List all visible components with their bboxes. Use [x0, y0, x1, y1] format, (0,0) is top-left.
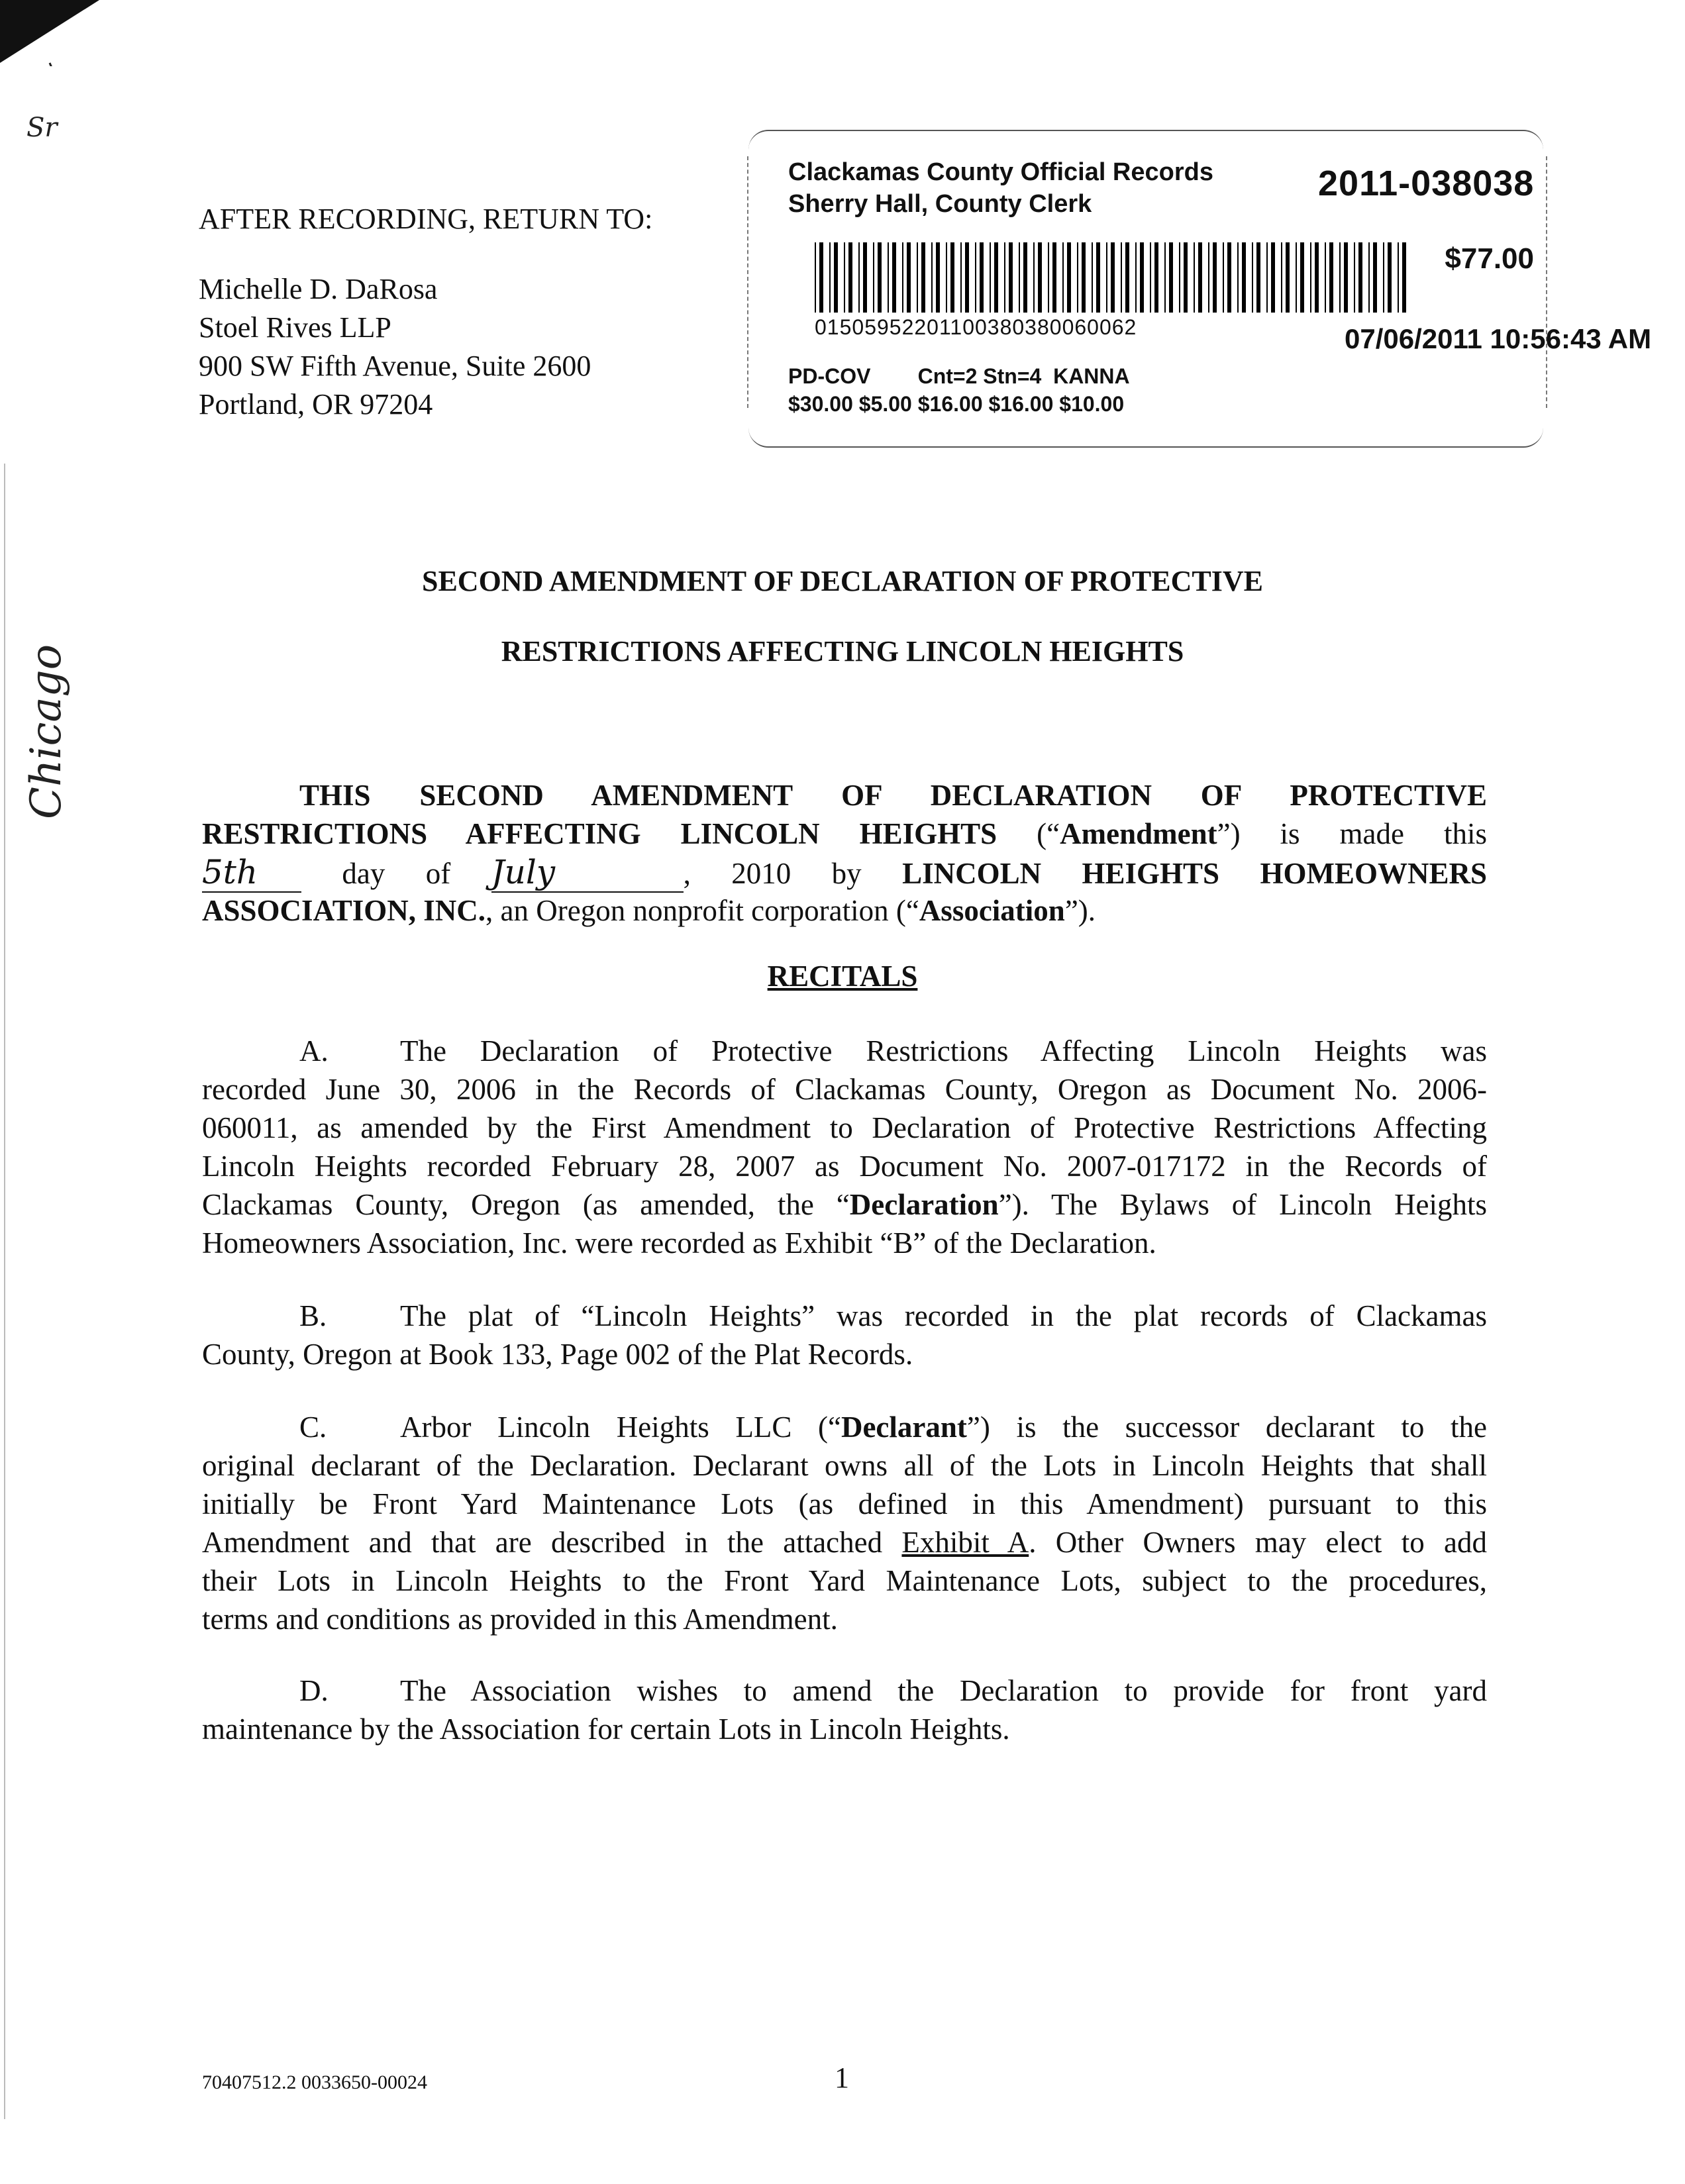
- recital-a-line-2: recorded June 30, 2006 in the Records of Clackamas County, Oregon as Document No. 2006-: [202, 1073, 1487, 1106]
- barcode-bar: [1402, 242, 1406, 313]
- barcode-bar: [936, 242, 940, 313]
- barcode-bar: [1121, 242, 1122, 313]
- barcode-bar: [946, 242, 947, 313]
- scan-edge-line: [4, 464, 5, 2119]
- barcode-bar: [1237, 242, 1239, 313]
- stamp-datetime: 07/06/2011 10:56:43 AM: [1345, 323, 1652, 354]
- barcode-bar: [1315, 242, 1319, 313]
- margin-note-left: Chicago: [22, 644, 71, 819]
- recital-b-line-2: County, Oregon at Book 133, Page 002 of the Plat Records.: [202, 1338, 913, 1371]
- barcode-bar: [1062, 242, 1064, 313]
- barcode-bar: [1048, 242, 1049, 313]
- stamp-office-line2: Sherry Hall, County Clerk: [788, 190, 1092, 218]
- return-to-city: Portland, OR 97204: [199, 388, 433, 421]
- barcode-bar: [950, 242, 954, 313]
- barcode-bar: [965, 242, 969, 313]
- barcode-bar: [917, 242, 918, 313]
- stamp-document-number: 2011-038038: [1318, 164, 1535, 203]
- barcode-bar: [844, 242, 845, 313]
- handwritten-month: July: [491, 853, 684, 893]
- barcode-bar: [1169, 242, 1173, 313]
- return-to-name: Michelle D. DaRosa: [199, 273, 438, 305]
- barcode-bar: [1092, 242, 1093, 313]
- recording-stamp: [748, 130, 1652, 448]
- barcode-bar: [1208, 242, 1209, 313]
- barcode-bar: [1033, 242, 1035, 313]
- page-number: 1: [835, 2061, 849, 2094]
- barcode-number: 01505952201100380380060062: [815, 315, 1137, 339]
- barcode-bar: [1368, 242, 1370, 313]
- stamp-fees: $30.00 $5.00 $16.00 $16.00 $10.00: [788, 392, 1125, 416]
- barcode-bar: [980, 242, 984, 313]
- barcode-bar: [1266, 242, 1268, 313]
- barcode-bar: [1154, 242, 1158, 313]
- recital-d-line-2: maintenance by the Association for certain Lots in Lincoln Heights.: [202, 1712, 1010, 1746]
- recital-a-line-4: Lincoln Heights recorded February 28, 2007 as Document No. 2007-017172 in the Records of: [202, 1150, 1487, 1183]
- barcode-bar: [1096, 242, 1100, 313]
- recital-d-line-1: D. The Association wishes to amend the Declaration to provide for front yard: [299, 1674, 1487, 1707]
- barcode-bar: [931, 242, 933, 313]
- barcode-bar: [1242, 242, 1246, 313]
- stamp-edge-left: [747, 156, 748, 408]
- barcode-bar: [1150, 242, 1151, 313]
- intro-line-1: THIS SECOND AMENDMENT OF DECLARATION OF PROTECTIVE: [299, 779, 1487, 812]
- barcode-bar: [873, 242, 874, 313]
- recital-c-line-6: terms and conditions as provided in this Amendment.: [202, 1603, 838, 1636]
- barcode-bar: [902, 242, 903, 313]
- barcode-bar: [1135, 242, 1137, 313]
- barcode-bar: [1286, 242, 1290, 313]
- barcode-bar: [1310, 242, 1311, 313]
- recital-a-line-6: Homeowners Association, Inc. were recorded as Exhibit “B” of the Declaration.: [202, 1226, 1156, 1260]
- stamp-edge-right: [1546, 156, 1547, 408]
- barcode-bar: [1213, 242, 1217, 313]
- barcode-bar: [1373, 242, 1377, 313]
- intro-line-2: RESTRICTIONS AFFECTING LINCOLN HEIGHTS (“Amendment”) is made this: [202, 817, 1487, 850]
- barcode-bar: [1398, 242, 1399, 313]
- intro-line-3: 5th day of July , 2010 by LINCOLN HEIGHTS HOMEOWNERS: [202, 853, 1487, 891]
- barcode-bar: [1164, 242, 1166, 313]
- recital-c-line-3: initially be Front Yard Maintenance Lots (as defined in this Amendment) pursuant to this: [202, 1487, 1487, 1520]
- recital-a-line-5: Clackamas County, Oregon (as amended, the “Declaration”). The Bylaws of Lincoln Heights: [202, 1188, 1487, 1221]
- barcode-bar: [858, 242, 860, 313]
- barcode-bar: [1339, 242, 1341, 313]
- barcode-bar: [975, 242, 976, 313]
- barcode-bar: [1184, 242, 1188, 313]
- barcode-bar: [1106, 242, 1107, 313]
- barcode-bar: [892, 242, 896, 313]
- recital-a-line-1: A. The Declaration of Protective Restrictions Affecting Lincoln Heights was: [299, 1034, 1487, 1067]
- barcode-bar: [1194, 242, 1195, 313]
- title-line-2: RESTRICTIONS AFFECTING LINCOLN HEIGHTS: [501, 635, 1184, 668]
- barcode-bar: [863, 242, 867, 313]
- barcode-bar: [819, 242, 823, 313]
- recital-c-line-5: their Lots in Lincoln Heights to the Front Yard Maintenance Lots, subject to the procedures,: [202, 1564, 1487, 1597]
- scan-corner-mark: [0, 0, 113, 66]
- barcode-bar: [1252, 242, 1253, 313]
- return-to-firm: Stoel Rives LLP: [199, 311, 391, 344]
- return-to-street: 900 SW Fifth Avenue, Suite 2600: [199, 350, 591, 382]
- recitals-heading: RECITALS: [767, 960, 918, 993]
- barcode: [815, 242, 1411, 313]
- barcode-bar: [1227, 242, 1231, 313]
- barcode-bar: [1344, 242, 1348, 313]
- stamp-fee-total: $77.00: [1445, 242, 1534, 275]
- barcode-bar: [1019, 242, 1020, 313]
- barcode-bar: [1281, 242, 1282, 313]
- barcode-bar: [921, 242, 925, 313]
- stamp-codes: [788, 364, 1130, 389]
- margin-note-top: Sr: [26, 113, 58, 143]
- barcode-bar: [994, 242, 998, 313]
- stamp-counts: Cnt=2 Stn=4 KANNA: [917, 364, 1130, 388]
- barcode-bar: [1111, 242, 1115, 313]
- barcode-bar: [1077, 242, 1078, 313]
- recital-c-line-4: Amendment and that are described in the attached Exhibit A. Other Owners may elect to add: [202, 1526, 1487, 1559]
- barcode-bar: [1354, 242, 1355, 313]
- barcode-bar: [888, 242, 889, 313]
- barcode-bar: [907, 242, 911, 313]
- barcode-bar: [1179, 242, 1180, 313]
- barcode-bar: [848, 242, 852, 313]
- barcode-bar: [1358, 242, 1362, 313]
- barcode-bar: [960, 242, 962, 313]
- stamp-office-line1: Clackamas County Official Records: [788, 158, 1213, 186]
- stamp-office: [788, 156, 1213, 220]
- barcode-bar: [1388, 242, 1392, 313]
- handwritten-day: 5th: [202, 853, 301, 893]
- barcode-bar: [1023, 242, 1027, 313]
- recital-c-line-1: C. Arbor Lincoln Heights LLC (“Declarant”) is the successor declarant to the: [299, 1411, 1487, 1444]
- barcode-bar: [1125, 242, 1129, 313]
- barcode-bar: [1300, 242, 1304, 313]
- barcode-bar: [1140, 242, 1144, 313]
- footer-document-id: 70407512.2 0033650-00024: [202, 2071, 427, 2093]
- barcode-bar: [815, 242, 816, 313]
- recital-c-line-2: original declarant of the Declaration. Declarant owns all of the Lots in Lincoln Heights that shall: [202, 1449, 1487, 1482]
- barcode-bar: [1067, 242, 1071, 313]
- barcode-bar: [1271, 242, 1275, 313]
- barcode-bar: [1296, 242, 1297, 313]
- barcode-bar: [1038, 242, 1042, 313]
- exhibit-a-reference: Exhibit A: [901, 1526, 1029, 1559]
- barcode-bar: [1004, 242, 1005, 313]
- return-to-heading: AFTER RECORDING, RETURN TO:: [199, 203, 653, 235]
- barcode-bar: [1383, 242, 1384, 313]
- barcode-bar: [990, 242, 991, 313]
- recital-a-line-3: 060011, as amended by the First Amendment to Declaration of Protective Restrictions Affecting: [202, 1111, 1487, 1144]
- barcode-bar: [1198, 242, 1202, 313]
- intro-line-4: ASSOCIATION, INC., an Oregon nonprofit corporation (“Association”).: [202, 894, 1096, 927]
- barcode-bar: [1052, 242, 1056, 313]
- barcode-bar: [1329, 242, 1333, 313]
- barcode-bar: [878, 242, 882, 313]
- barcode-bar: [1325, 242, 1326, 313]
- title-line-1: SECOND AMENDMENT OF DECLARATION OF PROTECTIVE: [421, 565, 1263, 597]
- stamp-type-code: PD-COV: [788, 364, 871, 388]
- barcode-bar: [834, 242, 838, 313]
- barcode-bar: [1009, 242, 1013, 313]
- barcode-bar: [1082, 242, 1086, 313]
- recital-b-line-1: B. The plat of “Lincoln Heights” was recorded in the plat records of Clackamas: [299, 1299, 1487, 1332]
- barcode-bar: [1223, 242, 1224, 313]
- barcode-bar: [1256, 242, 1260, 313]
- barcode-bar: [829, 242, 831, 313]
